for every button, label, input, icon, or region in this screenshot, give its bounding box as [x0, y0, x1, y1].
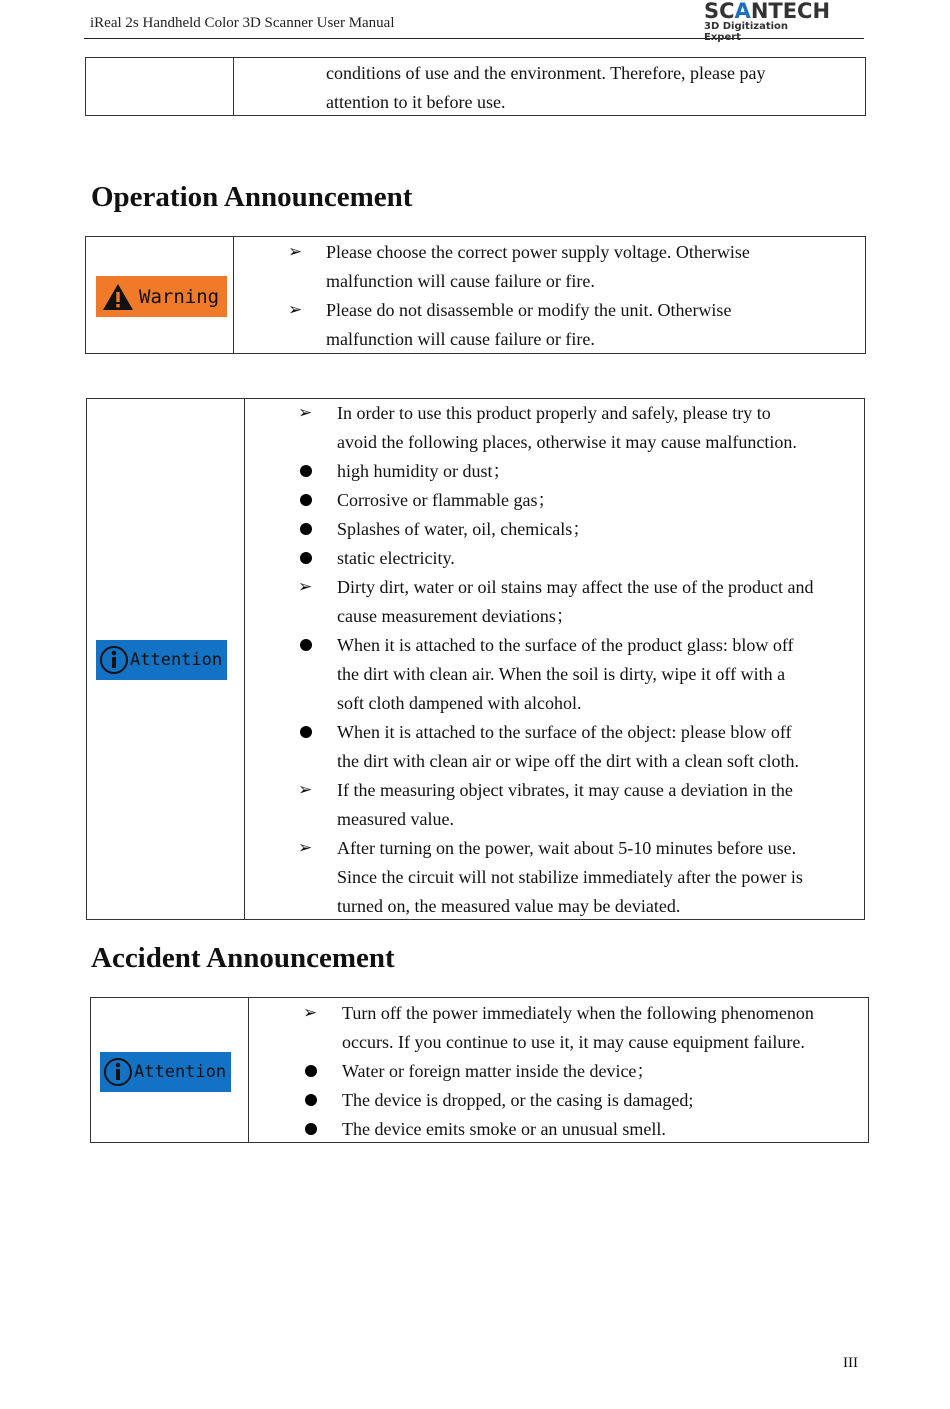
attention-text-line: Corrosive or flammable gas； — [337, 490, 556, 510]
attention-badge — [96, 640, 227, 680]
accident-attention-badge-label: Attention — [134, 1062, 227, 1082]
attention-text-line: the dirt with clean air. When the soil is dirty, wipe it off with a — [337, 664, 786, 684]
attention-badge-label: Attention — [130, 650, 223, 670]
attention-text-line: Since the circuit will not stabilize immediately after the power is — [337, 867, 803, 887]
page-number: III — [843, 1355, 858, 1371]
section-title-operation: Operation Announcement — [91, 181, 413, 213]
box-divider — [248, 998, 249, 1142]
accident-text-line: Water or foreign matter inside the device； — [342, 1061, 655, 1081]
notice-text-line: attention to it before use. — [326, 92, 506, 112]
arrow-marker-icon: ➢ — [288, 242, 303, 261]
company-logo — [704, 0, 831, 43]
bullet-dot-icon — [305, 1065, 317, 1077]
attention-text-line: Splashes of water, oil, chemicals； — [337, 519, 591, 539]
header-rule — [84, 38, 864, 39]
logo-tagline: 3D Digitization Expert — [704, 21, 789, 43]
bullet-dot-icon — [300, 494, 312, 506]
arrow-marker-icon: ➢ — [288, 300, 303, 319]
warning-triangle-icon — [101, 282, 135, 312]
section-title-accident: Accident Announcement — [91, 942, 395, 974]
bullet-dot-icon — [300, 639, 312, 651]
arrow-marker-icon: ➢ — [298, 838, 313, 857]
arrow-marker-icon: ➢ — [298, 403, 313, 422]
logo-wordmark: SCANTECH — [704, 0, 831, 23]
accident-text-line: occurs. If you continue to use it, it may cause equipment failure. — [342, 1032, 805, 1052]
bullet-dot-icon — [300, 523, 312, 535]
attention-text-line: measured value. — [337, 809, 454, 829]
warning-text-line: Please choose the correct power supply voltage. Otherwise — [326, 242, 750, 262]
accident-text-line: The device is dropped, or the casing is damaged; — [342, 1090, 694, 1110]
info-icon — [99, 645, 129, 675]
attention-text-line: cause measurement deviations； — [337, 606, 574, 626]
attention-text-line: After turning on the power, wait about 5-10 minutes before use. — [337, 838, 797, 858]
warning-text-line: Please do not disassemble or modify the unit. Otherwise — [326, 300, 732, 320]
attention-text-line: If the measuring object vibrates, it may cause a deviation in the — [337, 780, 793, 800]
bullet-dot-icon — [300, 465, 312, 477]
accident-text-line: Turn off the power immediately when the following phenomenon — [342, 1003, 814, 1023]
bullet-dot-icon — [300, 726, 312, 738]
warning-text-line: malfunction will cause failure or fire. — [326, 329, 595, 349]
attention-text-line: When it is attached to the surface of the product glass: blow off — [337, 635, 794, 655]
arrow-marker-icon: ➢ — [303, 1003, 318, 1022]
warning-badge-label: Warning — [139, 285, 220, 308]
attention-text-line: static electricity. — [337, 548, 455, 568]
bullet-dot-icon — [305, 1123, 317, 1135]
warning-badge — [96, 276, 227, 317]
attention-text-line: Dirty dirt, water or oil stains may affect the use of the product and — [337, 577, 814, 597]
box-divider — [244, 399, 245, 919]
attention-text-line: avoid the following places, otherwise it may cause malfunction. — [337, 432, 797, 452]
info-icon — [103, 1057, 133, 1087]
box-divider — [233, 58, 234, 115]
document-header-title: iReal 2s Handheld Color 3D Scanner User Manual — [90, 15, 395, 31]
warning-text-line: malfunction will cause failure or fire. — [326, 271, 595, 291]
arrow-marker-icon: ➢ — [298, 780, 313, 799]
attention-text-line: high humidity or dust； — [337, 461, 511, 481]
box-divider — [233, 237, 234, 353]
attention-text-line: In order to use this product properly and safely, please try to — [337, 403, 771, 423]
bullet-dot-icon — [305, 1094, 317, 1106]
notice-text-line: conditions of use and the environment. Therefore, please pay — [326, 63, 766, 83]
accident-attention-badge — [100, 1052, 231, 1092]
attention-text-line: turned on, the measured value may be deviated. — [337, 896, 681, 916]
accident-text-line: The device emits smoke or an unusual smell. — [342, 1119, 666, 1139]
attention-text-line: soft cloth dampened with alcohol. — [337, 693, 582, 713]
attention-text-line: the dirt with clean air or wipe off the dirt with a clean soft cloth. — [337, 751, 800, 771]
attention-text-line: When it is attached to the surface of the object: please blow off — [337, 722, 792, 742]
bullet-dot-icon — [300, 552, 312, 564]
arrow-marker-icon: ➢ — [298, 577, 313, 596]
